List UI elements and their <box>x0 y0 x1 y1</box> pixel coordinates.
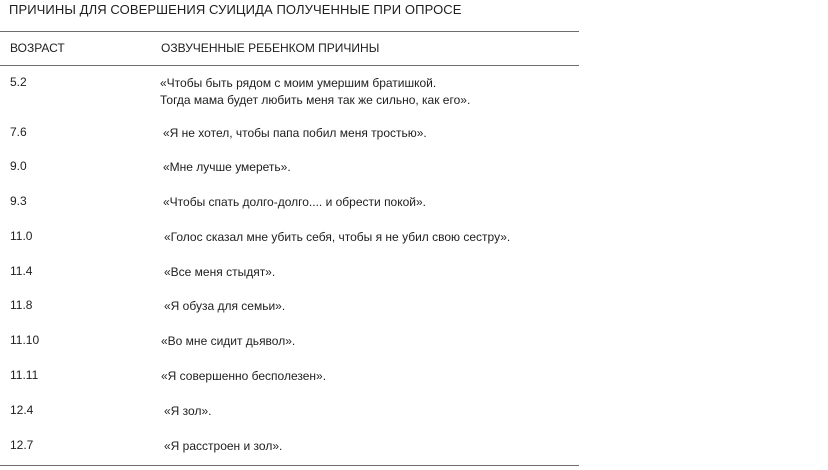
row-reason: «Я расстроен и зол». <box>164 439 283 453</box>
row-reason: «Я обуза для семьи». <box>164 299 286 313</box>
table-row <box>0 438 579 458</box>
table-top-divider <box>0 31 579 32</box>
column-header-reason: ОЗВУЧЕННЫЕ РЕБЕНКОМ ПРИЧИНЫ <box>161 41 380 55</box>
row-age: 11.0 <box>10 229 33 243</box>
table-row <box>0 264 579 284</box>
row-reason-line: «Чтобы быть рядом с моим умершим братишкой. <box>160 76 437 90</box>
row-reason: «Я совершенно бесполезен». <box>161 369 327 383</box>
row-reason <box>160 75 470 109</box>
table-header-divider <box>0 65 579 66</box>
row-age: 11.11 <box>10 368 39 382</box>
row-reason: «Я не хотел, чтобы папа побил меня тростью». <box>163 126 427 140</box>
row-reason: «Чтобы спать долго-долго.... и обрести покой». <box>163 195 427 209</box>
row-age: 5.2 <box>10 75 27 89</box>
row-age: 11.10 <box>10 333 40 347</box>
table-row <box>0 333 579 353</box>
page-title: ПРИЧИНЫ ДЛЯ СОВЕРШЕНИЯ СУИЦИДА ПОЛУЧЕННЫЕ ПРИ ОПРОСЕ <box>9 2 462 17</box>
table-row <box>0 159 579 179</box>
row-age: 9.0 <box>10 159 27 173</box>
table-row <box>0 229 579 249</box>
row-age: 12.7 <box>10 438 34 452</box>
row-reason: «Во мне сидит дьявол». <box>161 334 296 348</box>
row-age: 11.8 <box>10 298 33 312</box>
table-row <box>0 298 579 318</box>
table-bottom-divider <box>0 465 579 466</box>
row-reason: «Мне лучше умереть». <box>163 160 291 174</box>
row-reason: «Я зол». <box>164 404 212 418</box>
row-age: 12.4 <box>10 403 34 417</box>
table-row <box>0 125 579 145</box>
row-reason: «Голос сказал мне убить себя, чтобы я не убил свою сестру». <box>164 230 511 244</box>
table-row <box>0 75 579 107</box>
row-age: 9.3 <box>10 194 27 208</box>
row-reason: «Все меня стыдят». <box>164 265 276 279</box>
table-row <box>0 194 579 214</box>
table-row <box>0 403 579 423</box>
table-row <box>0 368 579 388</box>
column-header-age: ВОЗРАСТ <box>10 41 65 55</box>
row-reason-line: Тогда мама будет любить меня так же сильно, как его». <box>160 93 471 107</box>
row-age: 11.4 <box>10 264 33 278</box>
row-age: 7.6 <box>10 125 27 139</box>
